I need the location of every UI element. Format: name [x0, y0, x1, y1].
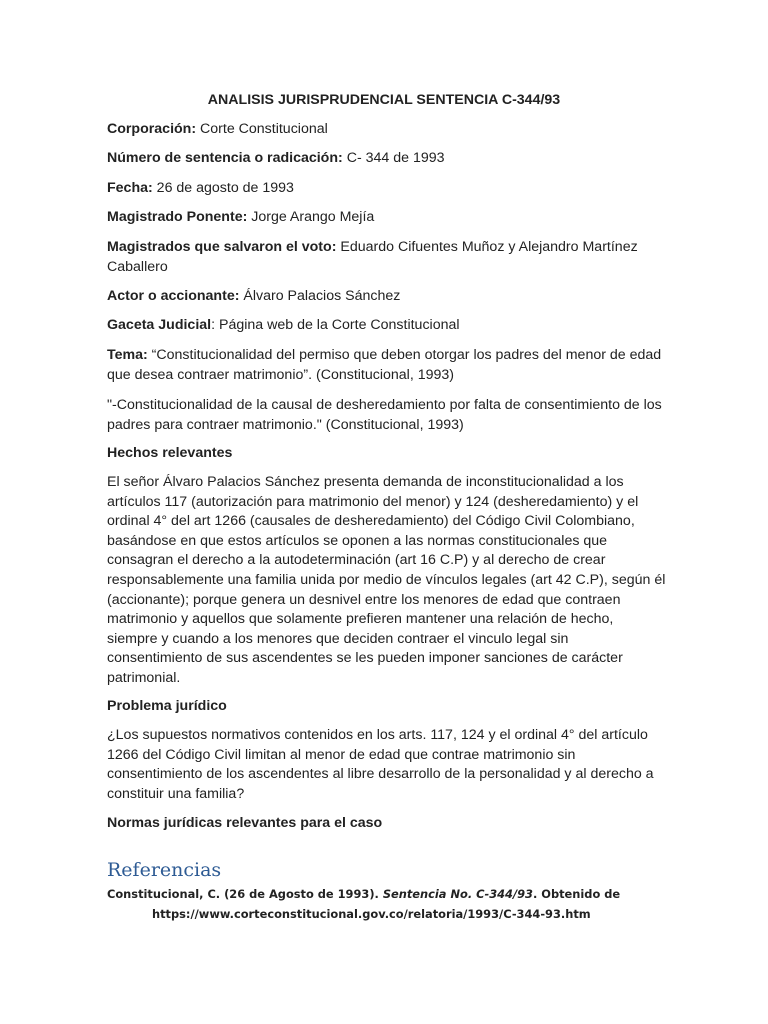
field-magistrados-salvaron	[107, 238, 667, 277]
field-tema	[107, 346, 667, 385]
field-value: Jorge Arango Mejía	[247, 209, 375, 225]
field-magistrado-ponente	[107, 208, 667, 228]
field-label: Actor o accionante:	[107, 288, 240, 304]
section-heading-problema: Problema jurídico	[107, 698, 227, 714]
field-value: : Página web de la Corte Constitucional	[211, 317, 460, 333]
field-label: Magistrado Ponente:	[107, 209, 248, 225]
field-value: C- 344 de 1993	[342, 150, 445, 166]
field-label: Tema:	[107, 347, 148, 363]
reference-entry	[107, 884, 707, 924]
field-corporacion	[107, 120, 667, 140]
field-value: Corte Constitucional	[196, 121, 328, 137]
reference-obtained: . Obtenido de	[532, 887, 621, 901]
section-heading-normas: Normas jurídicas relevantes para el caso	[107, 815, 383, 831]
field-gaceta-judicial	[107, 316, 667, 336]
field-label: Gaceta Judicial	[107, 317, 212, 333]
references-heading: Referencias	[107, 859, 222, 881]
field-label: Número de sentencia o radicación:	[107, 150, 343, 166]
field-value: Eduardo Cifuentes Muñoz y Alejandro Martínez Caballero	[107, 239, 638, 275]
problema-paragraph: ¿Los supuestos normativos contenidos en los arts. 117, 124 y el ordinal 4° del artículo 1266 del Código Civil limitan al menor de edad que contrae matrimonio sin consentimiento de los ascendentes al libre desarrollo de la personalidad y al derecho a constituir una familia?	[107, 727, 654, 802]
field-label: Corporación:	[107, 121, 197, 137]
field-value: “Constitucionalidad del permiso que deben otorgar los padres del menor de edad que desea contraer matrimonio”. (Constitucional, 1993)	[107, 347, 662, 383]
reference-url: https://www.corteconstitucional.gov.co/relatoria/1993/C-344-93.htm	[152, 907, 591, 921]
reference-title: Sentencia No. C-344/93	[382, 887, 533, 901]
document-title: ANALISIS JURISPRUDENCIAL SENTENCIA C-344/93	[207, 92, 561, 108]
field-fecha	[107, 179, 667, 199]
hechos-paragraph: El señor Álvaro Palacios Sánchez presenta demanda de inconstitucionalidad a los artículos 117 (autorización para matrimonio del menor) y 124 (desheredamiento) y el ordinal 4° del art 1266 (causales de desheredamiento) del Código Civil Colombiano, basándose en que estos artículos se oponen a las normas constitucionales que consagran el derecho a la autodeterminación (art 16 C.P) y al derecho de crear responsablemente una familia unida por medio de vínculos legales (art 42 C.P), según él (accionante); porque genera un desnivel entre los menores de edad que contraen matrimonio y aquellos que solamente prefieren mantener una relación de hecho, siempre y cuando a los menores que deciden contraer el vinculo legal sin consentimiento de sus ascendentes se les pueden imponer sanciones de carácter patrimonial.	[107, 474, 666, 686]
field-numero-sentencia	[107, 149, 667, 169]
section-heading-hechos: Hechos relevantes	[107, 445, 233, 461]
field-label: Magistrados que salvaron el voto:	[107, 239, 337, 255]
reference-author-date: Constitucional, C. (26 de Agosto de 1993).	[107, 887, 383, 901]
field-value: Álvaro Palacios Sánchez	[239, 288, 401, 304]
field-actor	[107, 287, 667, 307]
tema-paragraph-2: "-Constitucionalidad de la causal de desheredamiento por falta de consentimiento de los padres para contraer matrimonio." (Constitucional, 1993)	[107, 397, 662, 433]
field-value: 26 de agosto de 1993	[152, 180, 294, 196]
field-label: Fecha:	[107, 180, 153, 196]
